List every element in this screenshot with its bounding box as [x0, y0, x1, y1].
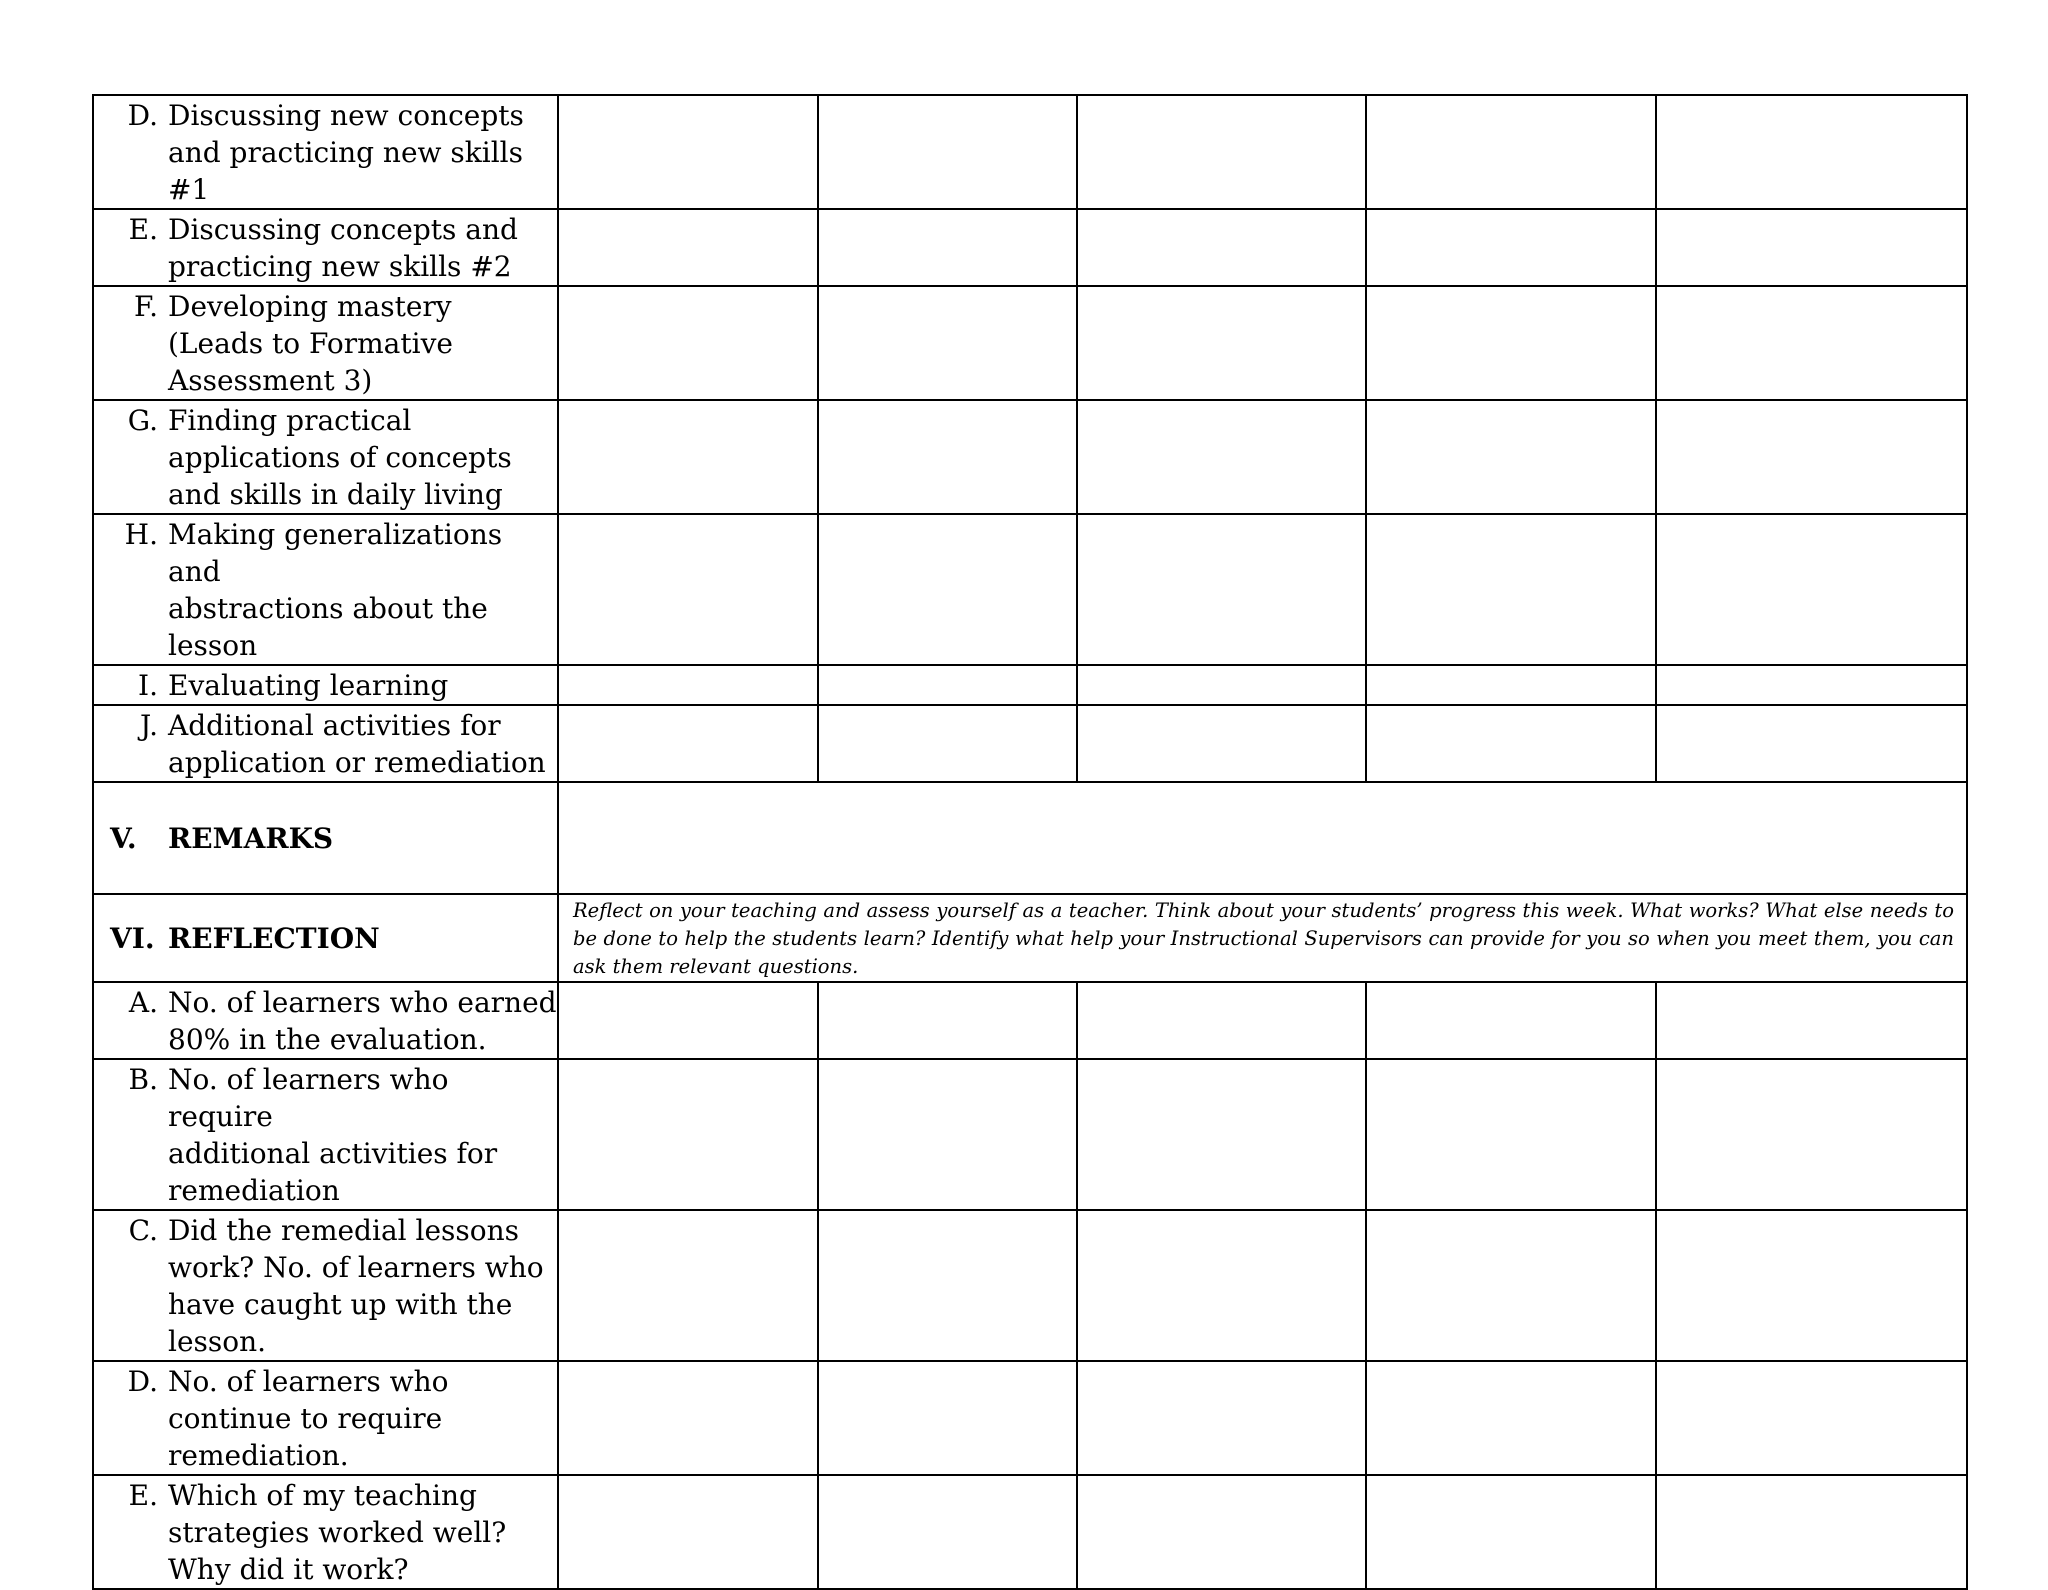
entry-cell[interactable]	[818, 209, 1077, 286]
entry-cell[interactable]	[818, 1475, 1077, 1589]
item-letter: C.	[128, 1214, 158, 1247]
table-row	[93, 400, 1967, 514]
entry-cell[interactable]	[1077, 400, 1366, 514]
item-text: Discussing new concepts and practicing new skills #1	[168, 99, 524, 206]
remarks-row	[93, 782, 1967, 894]
table-row	[93, 665, 1967, 705]
item-text: No. of learners who earned 80% in the evaluation.	[168, 986, 557, 1056]
item-text: Finding practical applications of concepts and skills in daily living	[168, 404, 512, 511]
item-letter: D.	[127, 99, 158, 132]
entry-cell[interactable]	[1077, 982, 1366, 1059]
entry-cell[interactable]	[818, 1210, 1077, 1361]
entry-cell[interactable]	[1366, 1475, 1656, 1589]
entry-cell[interactable]	[558, 982, 818, 1059]
table-row	[93, 982, 1967, 1059]
entry-cell[interactable]	[1366, 705, 1656, 782]
row-label-cell	[93, 1059, 558, 1210]
table-row	[93, 1361, 1967, 1475]
entry-cell[interactable]	[558, 514, 818, 665]
item-letter: J.	[140, 709, 158, 742]
item-letter: B.	[128, 1063, 158, 1096]
entry-cell[interactable]	[1366, 982, 1656, 1059]
item-letter: I.	[138, 669, 158, 702]
item-letter: G.	[127, 404, 158, 437]
row-label-cell	[93, 982, 558, 1059]
daily-lesson-log-table	[92, 94, 1968, 1590]
entry-cell[interactable]	[1656, 1361, 1967, 1475]
entry-cell[interactable]	[1077, 705, 1366, 782]
item-letter: D.	[127, 1365, 158, 1398]
item-letter: E.	[128, 213, 158, 246]
row-label-cell	[93, 514, 558, 665]
table-row	[93, 95, 1967, 209]
entry-cell[interactable]	[1656, 1475, 1967, 1589]
entry-cell[interactable]	[558, 1059, 818, 1210]
row-label-cell	[93, 400, 558, 514]
entry-cell[interactable]	[1366, 400, 1656, 514]
table-row	[93, 514, 1967, 665]
section-number: VI.	[110, 921, 155, 955]
entry-cell[interactable]	[1656, 400, 1967, 514]
entry-cell[interactable]	[1366, 665, 1656, 705]
row-label-cell	[93, 1361, 558, 1475]
item-letter: H.	[124, 518, 158, 551]
reflection-instructions: Reflect on your teaching and assess yourself as a teacher. Think about your students’ progress this week. What works? What else needs to be done to help the students learn? Identify what help your Instructional Supervisors can provide for you so when you meet them, you can ask them relevant questions.	[573, 899, 1954, 978]
entry-cell[interactable]	[1656, 705, 1967, 782]
entry-cell[interactable]	[1366, 1361, 1656, 1475]
entry-cell[interactable]	[1366, 514, 1656, 665]
row-label-cell	[93, 705, 558, 782]
entry-cell[interactable]	[1656, 1059, 1967, 1210]
entry-cell[interactable]	[1656, 665, 1967, 705]
item-text: Did the remedial lessons work? No. of learners who have caught up with the lesson.	[168, 1214, 544, 1358]
entry-cell[interactable]	[818, 286, 1077, 400]
entry-cell[interactable]	[818, 1361, 1077, 1475]
remarks-label-cell	[93, 782, 558, 894]
section-number: V.	[110, 821, 137, 855]
row-label-cell	[93, 1210, 558, 1361]
entry-cell[interactable]	[818, 982, 1077, 1059]
item-letter: E.	[128, 1479, 158, 1512]
section-title: REMARKS	[168, 821, 334, 855]
reflection-label-cell	[93, 894, 558, 982]
entry-cell[interactable]	[1077, 1210, 1366, 1361]
item-letter: A.	[128, 986, 158, 1019]
entry-cell[interactable]	[558, 95, 818, 209]
entry-cell[interactable]	[1366, 209, 1656, 286]
entry-cell[interactable]	[558, 1475, 818, 1589]
row-label-cell	[93, 95, 558, 209]
entry-cell[interactable]	[818, 705, 1077, 782]
entry-cell[interactable]	[818, 95, 1077, 209]
entry-cell[interactable]	[558, 209, 818, 286]
reflection-note-cell	[558, 894, 1967, 982]
entry-cell[interactable]	[1077, 209, 1366, 286]
entry-cell[interactable]	[818, 1059, 1077, 1210]
entry-cell[interactable]	[558, 1210, 818, 1361]
entry-cell[interactable]	[1077, 1361, 1366, 1475]
item-text: Evaluating learning	[168, 669, 449, 702]
item-text: Developing mastery (Leads to Formative Assessment 3)	[168, 290, 453, 397]
entry-cell[interactable]	[1077, 286, 1366, 400]
table-row	[93, 705, 1967, 782]
entry-cell[interactable]	[1366, 95, 1656, 209]
remarks-entry-cell[interactable]	[558, 782, 1967, 894]
entry-cell[interactable]	[1077, 95, 1366, 209]
entry-cell[interactable]	[1366, 1210, 1656, 1361]
entry-cell[interactable]	[1656, 1210, 1967, 1361]
entry-cell[interactable]	[1656, 209, 1967, 286]
table-row	[93, 209, 1967, 286]
item-text: No. of learners who require additional activities for remediation	[168, 1063, 498, 1207]
entry-cell[interactable]	[1366, 286, 1656, 400]
item-text: Making generalizations and abstractions about the lesson	[168, 518, 503, 662]
reflection-row	[93, 894, 1967, 982]
entry-cell[interactable]	[558, 1361, 818, 1475]
table-row	[93, 1059, 1967, 1210]
item-text: Additional activities for application or remediation	[168, 709, 546, 779]
entry-cell[interactable]	[1077, 665, 1366, 705]
table-row	[93, 1210, 1967, 1361]
entry-cell[interactable]	[1656, 286, 1967, 400]
row-label-cell	[93, 286, 558, 400]
entry-cell[interactable]	[1656, 982, 1967, 1059]
item-text: Which of my teaching strategies worked well? Why did it work?	[168, 1479, 507, 1586]
item-text: No. of learners who continue to require remediation.	[168, 1365, 449, 1472]
entry-cell[interactable]	[818, 400, 1077, 514]
entry-cell[interactable]	[1077, 1475, 1366, 1589]
table-row	[93, 286, 1967, 400]
entry-cell[interactable]	[1077, 1059, 1366, 1210]
entry-cell[interactable]	[818, 665, 1077, 705]
entry-cell[interactable]	[1366, 1059, 1656, 1210]
entry-cell[interactable]	[558, 705, 818, 782]
row-label-cell	[93, 665, 558, 705]
table-row	[93, 1475, 1967, 1589]
entry-cell[interactable]	[558, 665, 818, 705]
row-label-cell	[93, 209, 558, 286]
section-title: REFLECTION	[168, 921, 380, 955]
item-letter: F.	[134, 290, 158, 323]
entry-cell[interactable]	[1656, 514, 1967, 665]
entry-cell[interactable]	[818, 514, 1077, 665]
entry-cell[interactable]	[1656, 95, 1967, 209]
item-text: Discussing concepts and practicing new skills #2	[168, 213, 518, 283]
row-label-cell	[93, 1475, 558, 1589]
entry-cell[interactable]	[1077, 514, 1366, 665]
entry-cell[interactable]	[558, 286, 818, 400]
entry-cell[interactable]	[558, 400, 818, 514]
